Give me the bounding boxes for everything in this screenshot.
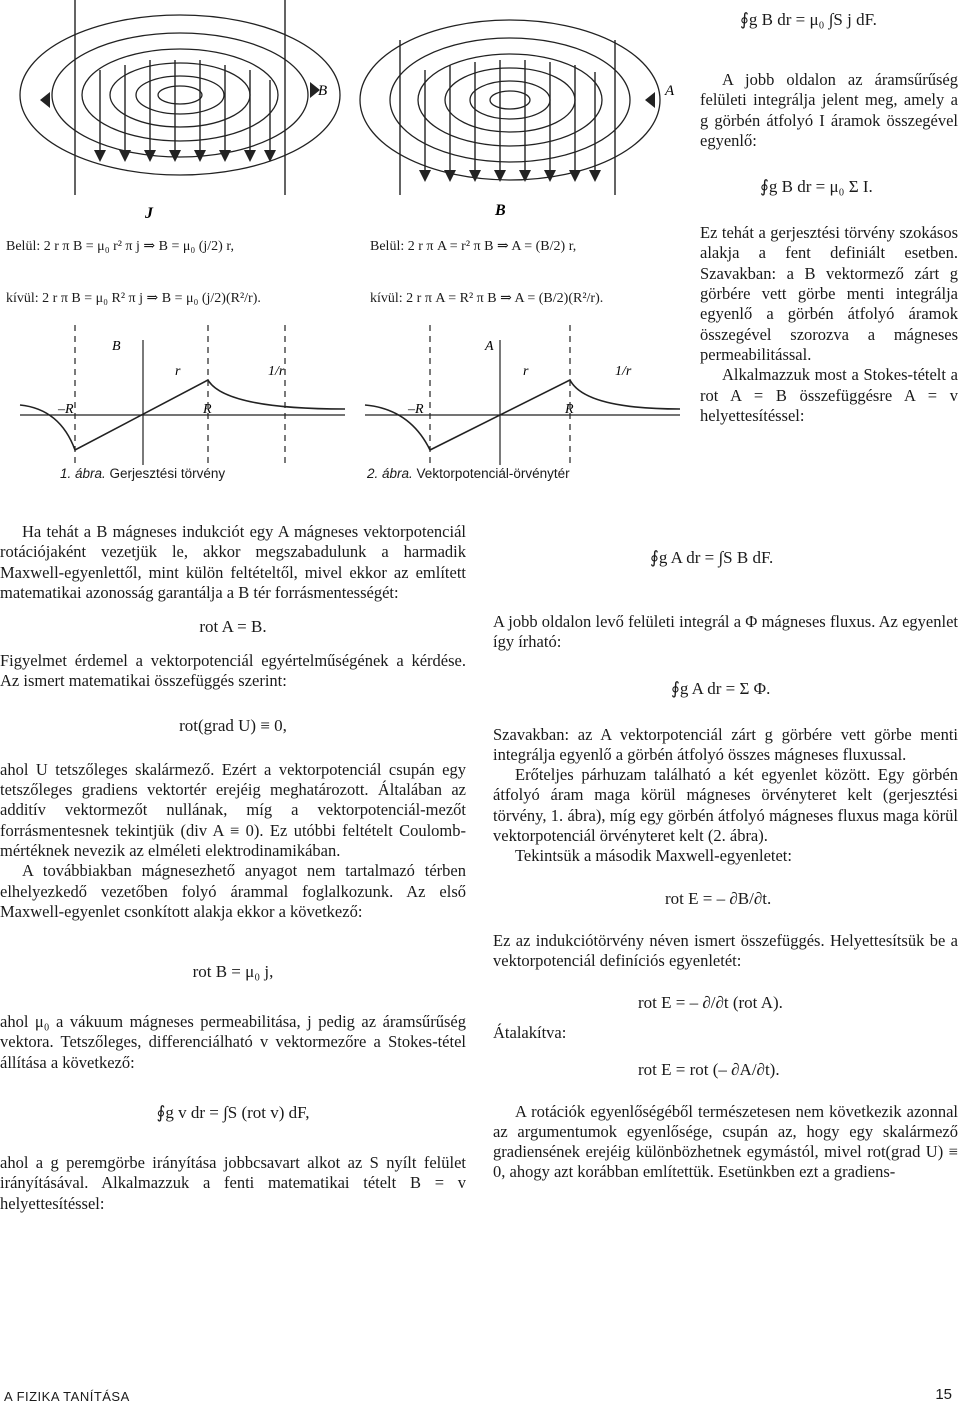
fig2-graph-r: r bbox=[523, 364, 529, 379]
right-column-upper bbox=[700, 70, 958, 426]
equation-faraday-a: rot E = – ∂/∂t (rot A). bbox=[638, 993, 783, 1013]
equation-rot-grad: rot(grad U) ≡ 0, bbox=[179, 715, 287, 735]
left-paragraph-3: ahol U tetszőleges skalármező. Ezért a vektorpotenciál csupán egy tetszőleges gradiens vektortér erejéig meghatározott. Általában az additív vektormezőt nullának, míg a vektorpotenciál-mezőt forrásmentesnek tekintjük (div A ≡ 0). Ez utóbbi feltételt Coulomb-mértéknek nevezik az elméleti elektrodinamikában. bbox=[0, 759, 466, 860]
right-paragraph-5: Szavakban: az A vektorpotenciál zárt g görbére vett görbe menti integrálja egyenlő a görbén átfolyó összes mágneses fluxussal. bbox=[493, 724, 958, 764]
left-paragraph-5: ahol μ₀ a vákuum mágneses permeabilitása, j pedig az áramsűrűség vektora. Tetszőleges, differenciálható v vektormezőre a Stokes-tétel állítása a következő: bbox=[0, 1012, 466, 1072]
fig1-graph-r-pos: R bbox=[203, 402, 212, 417]
figure-1-field-lines bbox=[0, 0, 345, 300]
right-column-lower bbox=[493, 612, 958, 1183]
footer-page-number: 15 bbox=[935, 1386, 952, 1403]
fig2-caption-num: 2. ábra. bbox=[367, 466, 413, 481]
fig2-graph-axis: A bbox=[485, 339, 494, 354]
left-paragraph-2: Figyelmet érdemel a vektorpotenciál egyértelműségének a kérdése. Az ismert matematikai összefüggés szerint: bbox=[0, 651, 466, 691]
fig1-caption-text: Gerjesztési törvény bbox=[109, 466, 226, 481]
left-paragraph-1: Ha tehát a B mágneses indukciót egy A mágneses vektorpotenciál rotációjaként vezetjük le, akkor megszabadulunk a harmadik Maxwell-egyenlettől, mint külön feltételtől, mivel ekkor az említett matematikai azonosság garantálja a B tér forrásmentességét: bbox=[0, 522, 466, 602]
fig1-caption-num: 1. ábra. bbox=[60, 466, 106, 481]
figure-2 bbox=[345, 0, 680, 490]
fig1-outside-equation: kívül: 2 r π B = μ₀ R² π j ⇒ B = μ₀ (j/2)(R²/r). bbox=[6, 291, 261, 306]
right-paragraph-6: Erőteljes párhuzam található a két egyenlet között. Egy görbén átfolyó áram maga körül mágneses örvényteret kelt (gerjesztési törvény, 1. ábra), míg egy görbén átfolyó mágneses fluxus maga körül vektorpotenciál örvényteret kelt (2. ábra). bbox=[493, 765, 958, 846]
right-paragraph-8: Ez az indukciótörvény néven ismert összefüggés. Helyettesítsük be a vektorpotenciál definíciós egyenletét: bbox=[493, 930, 958, 970]
equation-flux-stokes: ∮g A dr = ∫S B dF. bbox=[650, 548, 774, 567]
fig1-graph-minus-r: –R bbox=[58, 402, 74, 417]
fig1-caption bbox=[60, 466, 225, 481]
fig2-b-label: B bbox=[495, 202, 506, 219]
fig2-inside-equation: Belül: 2 r π A = r² π B ⇒ A = (B/2) r, bbox=[370, 239, 577, 254]
fig2-graph-r-pos: R bbox=[565, 402, 574, 417]
footer-journal: A FIZIKA TANÍTÁSA bbox=[4, 1389, 130, 1404]
fig1-graph-inv: 1/r bbox=[268, 364, 285, 379]
left-paragraph-6: ahol a g peremgörbe irányítása jobbcsavart alkot az S nyílt felület irányításával. Alkalmazzuk a fenti matematikai tételt B = v helyettesítéssel: bbox=[0, 1153, 466, 1213]
right-paragraph-7: Tekintsük a második Maxwell-egyenletet: bbox=[515, 846, 792, 866]
right-paragraph-3: Alkalmazzuk most a Stokes-tételt a rot A = B összefüggésre A = v helyettesítéssel: bbox=[700, 365, 958, 425]
right-paragraph-2: Ez tehát a gerjesztési törvény szokásos alakja a fent definiált esetben. Szavakban: a B vektormező zárt g görbére vett görbe menti integrálja egyenlő a görbén átfolyó áramok összegével szorozva a mágneses permeabilitással. bbox=[700, 223, 958, 364]
fig2-graph-inv: 1/r bbox=[615, 364, 632, 379]
equation-rot-a: rot A = B. bbox=[199, 617, 267, 637]
equation-rot-b: rot B = μ₀ j, bbox=[192, 962, 274, 982]
left-column bbox=[0, 522, 466, 1214]
fig1-top-label: B bbox=[318, 83, 328, 99]
fig2-outside-equation: kívül: 2 r π A = R² π B ⇒ A = (B/2)(R²/r). bbox=[370, 291, 604, 306]
fig1-j-label: J bbox=[145, 205, 153, 222]
fig1-graph-axis: B bbox=[112, 339, 121, 354]
equation-stokes: ∮g v dr = ∫S (rot v) dF, bbox=[156, 1103, 310, 1123]
fig2-top-label: A bbox=[665, 83, 675, 99]
label-atalakitva: Átalakítva: bbox=[493, 1023, 567, 1043]
equation-ampere: ∮g B dr = μ₀ Σ I. bbox=[760, 177, 873, 197]
equation-right-top: ∮g B dr = μ₀ ∫S j dF. bbox=[740, 10, 877, 29]
fig1-graph-r: r bbox=[175, 364, 181, 379]
figure-2-field-lines bbox=[345, 0, 680, 300]
equation-faraday: rot E = – ∂B/∂t. bbox=[665, 888, 772, 908]
equation-faraday-rot: rot E = rot (– ∂A/∂t). bbox=[638, 1059, 780, 1079]
fig2-caption bbox=[367, 466, 570, 481]
fig2-caption-text: Vektorpotenciál-örvénytér bbox=[416, 466, 570, 481]
fig1-inside-equation: Belül: 2 r π B = μ₀ r² π j ⇒ B = μ₀ (j/2) r, bbox=[6, 239, 234, 254]
equation-flux: ∮g A dr = Σ Φ. bbox=[671, 678, 771, 698]
right-paragraph-9: A rotációk egyenlőségéből természetesen nem következik azonnal az argumentumok egyenlősége, csupán az, hogy egy skalármező gradiensének erejéig különbözhetnek egymástól, mivel rot(grad U) ≡ 0, ahogy azt korábban említettük. Esetünkben ezt a gradiens- bbox=[493, 1101, 958, 1182]
left-paragraph-4: A továbbiakban mágnesezhető anyagot nem tartalmazó térben elhelyezkedő vezetőben folyó árammal foglalkozunk. Az első Maxwell-egyenlet csonkított alakja ekkor a következő: bbox=[0, 861, 466, 921]
fig2-graph-minus-r: –R bbox=[408, 402, 424, 417]
right-paragraph-1: A jobb oldalon az áramsűrűség felületi integrálja jelent meg, amely a g görbén átfolyó I áramok összegével egyenlő: bbox=[700, 70, 958, 150]
figure-1 bbox=[0, 0, 345, 490]
right-paragraph-4: A jobb oldalon levő felületi integrál a Φ mágneses fluxus. Az egyenlet így írható: bbox=[493, 612, 958, 652]
